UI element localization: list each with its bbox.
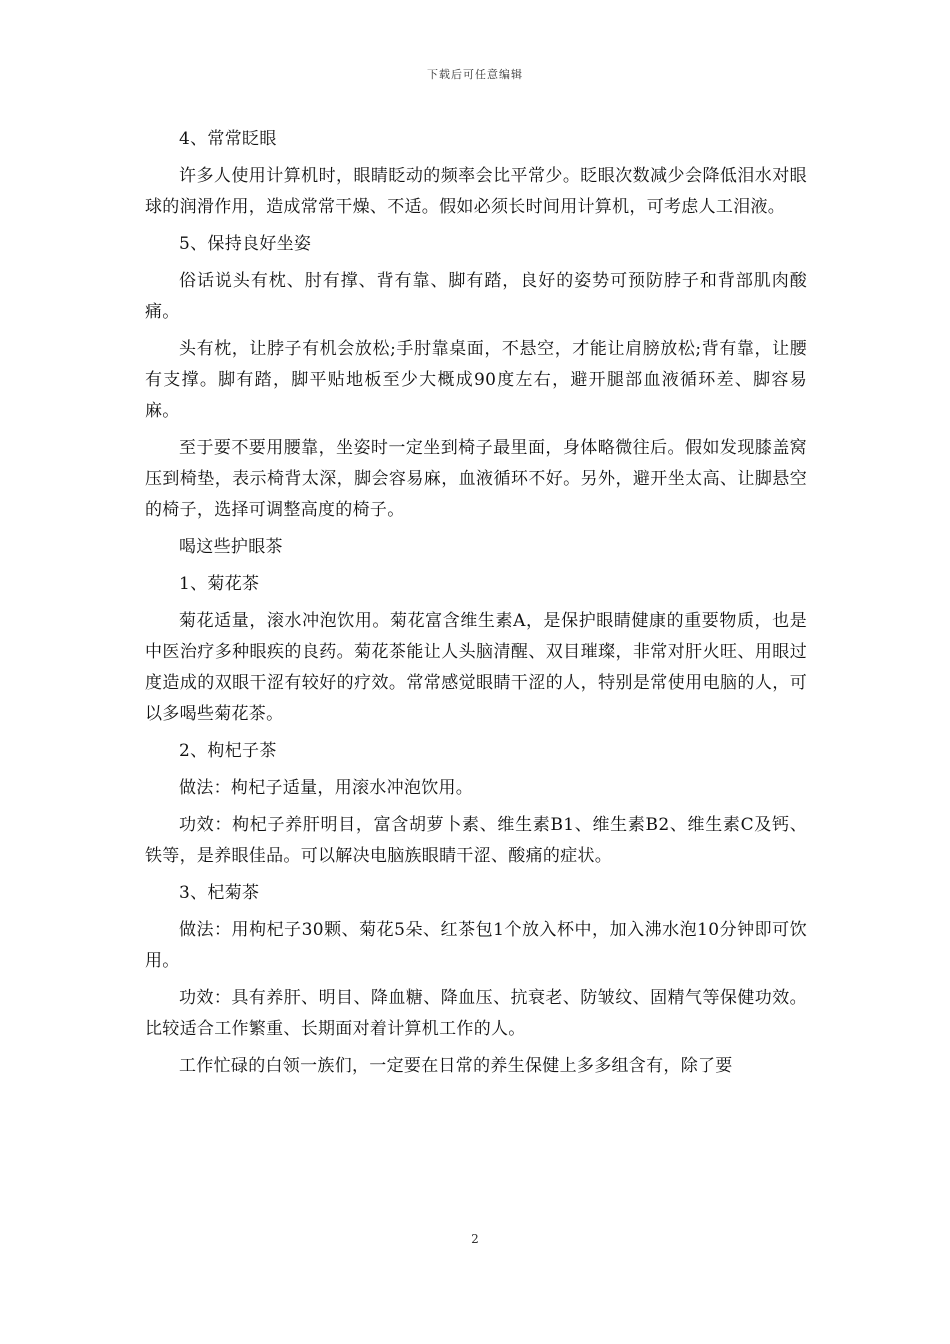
subheading-goji-tea: 2、枸杞子茶	[179, 741, 277, 761]
paragraph-chrysanthemum-tea: 菊花适量，滚水冲泡饮用。菊花富含维生素A，是保护眼睛健康的重要物质，也是中医治疗多种眼疾的良药。菊花茶能让人头脑清醒、双目璀璨，非常对肝火旺、用眼过度造成的双眼干涩有较好的疗效。常常感觉眼睛干涩的人，特别是常使用电脑的人，可以多喝些菊花茶。	[145, 611, 807, 724]
paragraph-closing: 工作忙碌的白领一族们，一定要在日常的养生保健上多多组含有，除了要	[179, 1056, 733, 1076]
paragraph-posture-saying: 俗话说头有枕、肘有撑、背有靠、脚有踏，良好的姿势可预防脖子和背部肌肉酸痛。	[145, 271, 807, 322]
paragraph-posture-details: 头有枕，让脖子有机会放松;手肘靠桌面，不悬空，才能让肩膀放松;背有靠，让腰有支撑。脚有踏，脚平贴地板至少大概成90度左右，避开腿部血液循环差、脚容易麻。	[145, 339, 807, 421]
section-heading-posture: 5、保持良好坐姿	[179, 234, 312, 254]
paragraph-goji-method: 做法：枸杞子适量，用滚水冲泡饮用。	[179, 778, 474, 798]
paragraph-posture-chair: 至于要不要用腰靠，坐姿时一定坐到椅子最里面，身体略微往后。假如发现膝盖窝压到椅垫，表示椅背太深，脚会容易麻，血液循环不好。另外，避开坐太高、让脚悬空的椅子，选择可调整高度的椅子。	[145, 438, 807, 520]
paragraph-qiju-method: 做法：用枸杞子30颗、菊花5朵、红茶包1个放入杯中，加入沸水泡10分钟即可饮用。	[145, 920, 807, 971]
subheading-goji-chrysanthemum-tea: 3、杞菊茶	[179, 883, 260, 903]
document-body	[145, 124, 807, 1088]
paragraph-blink: 许多人使用计算机时，眼睛眨动的频率会比平常少。眨眼次数减少会降低泪水对眼球的润滑作用，造成常常干燥、不适。假如必须长时间用计算机，可考虑人工泪液。	[145, 166, 807, 217]
paragraph-goji-effect: 功效：枸杞子养肝明目，富含胡萝卜素、维生素B1、维生素B2、维生素C及钙、铁等，是养眼佳品。可以解决电脑族眼睛干涩、酸痛的症状。	[145, 815, 807, 866]
page-number: 2	[471, 1232, 479, 1246]
page-header: 下载后可任意编辑	[427, 68, 523, 81]
paragraph-qiju-effect: 功效：具有养肝、明目、降血糖、降血压、抗衰老、防皱纹、固精气等保健功效。比较适合工作繁重、长期面对着计算机工作的人。	[145, 988, 807, 1039]
section-heading-blink: 4、常常眨眼	[179, 129, 277, 149]
subheading-chrysanthemum-tea: 1、菊花茶	[179, 574, 260, 594]
section-heading-eye-teas: 喝这些护眼茶	[179, 537, 283, 557]
